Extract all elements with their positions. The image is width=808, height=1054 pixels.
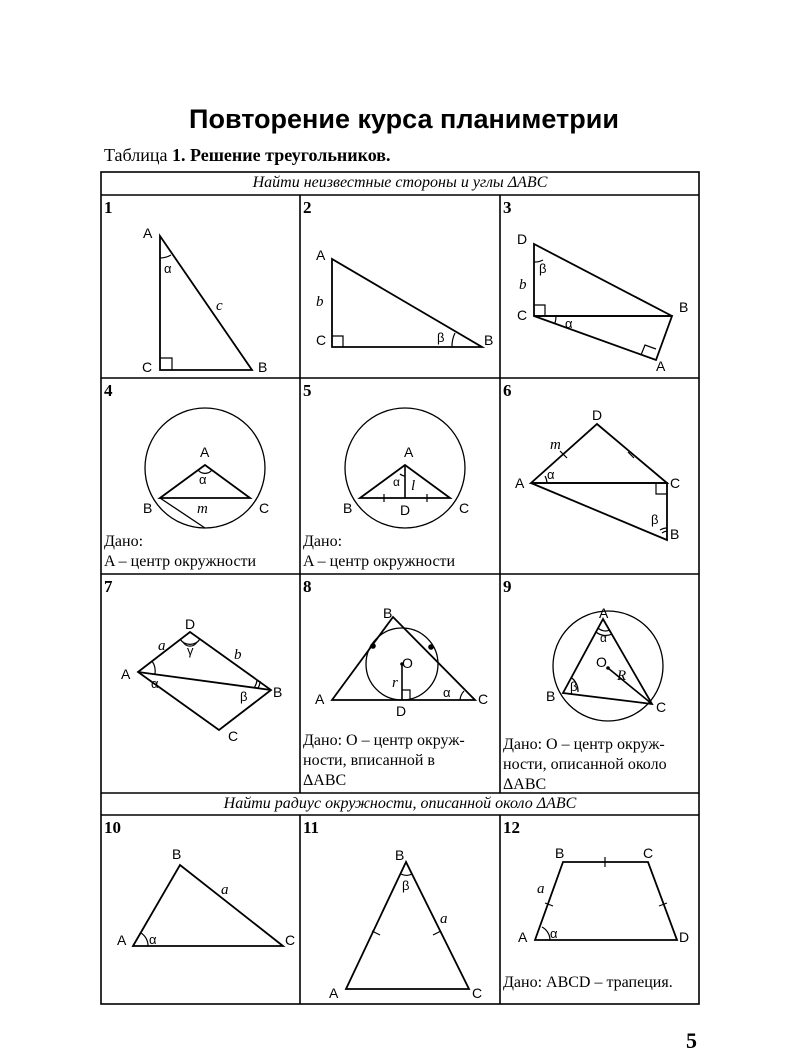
fig8-label-D: D <box>396 703 407 719</box>
fig8-label-r: r <box>392 675 398 691</box>
cell-number-1: 1 <box>104 198 113 217</box>
fig1-label-C: C <box>142 359 153 375</box>
cell-9-given-line-3: ΔABC <box>503 776 547 793</box>
fig3-label-A: A <box>656 358 666 374</box>
fig7-label-beta: β <box>240 689 248 704</box>
fig7-label-C: C <box>228 728 239 744</box>
fig7-label-D: D <box>185 616 196 632</box>
fig12-label-D: D <box>679 929 690 945</box>
fig5-label-D: D <box>400 502 411 518</box>
fig3-label-B: B <box>679 299 689 315</box>
cell-number-9: 9 <box>503 577 512 596</box>
cell-number-8: 8 <box>303 577 312 596</box>
fig7-label-b: b <box>234 647 242 663</box>
fig12-label-B: B <box>555 845 565 861</box>
fig4-label-m: m <box>197 501 208 517</box>
cell-5-given-line-1: Дано: <box>303 533 343 550</box>
fig7-label-B: B <box>273 684 283 700</box>
fig1-label-B: B <box>258 359 268 375</box>
fig1-label-alpha: α <box>164 261 172 276</box>
fig8-label-A: A <box>315 691 325 707</box>
fig11-label-A: A <box>329 985 339 1001</box>
figure-3 <box>534 244 672 360</box>
cell-number-6: 6 <box>503 381 512 400</box>
fig8-label-B: B <box>383 605 393 621</box>
fig8-label-alpha: α <box>443 685 451 700</box>
figure-1 <box>160 236 252 370</box>
cell-9-given <box>503 735 667 795</box>
cell-12-given <box>503 973 673 993</box>
fig11-label-C: C <box>472 985 483 1001</box>
fig1-label-c: c <box>216 298 223 314</box>
fig6-label-C: C <box>670 475 681 491</box>
figure-9 <box>553 611 663 721</box>
cell-8-given-line-2: ности, вписанной в <box>303 752 435 769</box>
fig6-label-m: m <box>550 437 561 453</box>
fig7-label-a: a <box>158 638 166 654</box>
fig2-label-b: b <box>316 294 324 310</box>
fig11-label-a: a <box>440 911 448 927</box>
cell-5-given-line-2: A – центр окружности <box>303 553 456 570</box>
cell-8-given-line-1: Дано: O – центр окруж- <box>303 732 465 749</box>
fig7-label-alpha: α <box>151 676 159 691</box>
fig5-label-C: C <box>459 500 470 516</box>
fig9-label-B: B <box>546 688 556 704</box>
cell-8-given-line-3: ΔABC <box>303 772 347 789</box>
cell-4-given <box>104 532 256 572</box>
fig9-label-A: A <box>599 605 609 621</box>
cell-number-5: 5 <box>303 381 312 400</box>
cell-number-3: 3 <box>503 198 512 217</box>
cell-number-2: 2 <box>303 198 312 217</box>
fig4-label-alpha: α <box>199 472 207 487</box>
cell-8-given <box>303 731 465 791</box>
fig3-label-D: D <box>517 231 528 247</box>
caption-number: 1. <box>171 145 186 165</box>
fig9-label-R: R <box>617 668 627 684</box>
fig5-label-l: l <box>411 478 416 494</box>
fig2-label-C: C <box>316 332 327 348</box>
figure-2 <box>332 259 482 347</box>
table-border <box>101 172 699 1004</box>
fig12-label-a: a <box>537 881 545 897</box>
cell-4-given-line-2: A – центр окружности <box>104 553 257 570</box>
fig10-label-B: B <box>172 846 182 862</box>
fig5-label-alpha: α <box>393 475 400 489</box>
fig8-label-O: O <box>402 655 413 671</box>
fig12-label-alpha: α <box>550 926 558 941</box>
fig6-label-A: A <box>515 475 525 491</box>
fig10-label-C: C <box>285 932 296 948</box>
fig5-label-A: A <box>404 444 414 460</box>
cell-number-12: 12 <box>503 818 520 837</box>
fig7-label-gamma: γ <box>187 643 194 658</box>
cell-number-10: 10 <box>104 818 121 837</box>
caption-name: Решение треугольников. <box>185 145 391 165</box>
cell-9-given-line-2: ности, описанной около <box>503 756 667 773</box>
fig1-label-A: A <box>143 225 153 241</box>
cell-number-11: 11 <box>303 818 320 837</box>
cell-number-7: 7 <box>104 577 113 596</box>
cell-12-given-line-1: Дано: ABCD – трапеция. <box>503 974 673 991</box>
fig9-label-O: O <box>596 654 607 670</box>
fig3-label-b: b <box>519 277 527 293</box>
fig2-label-B: B <box>484 332 494 348</box>
fig6-label-beta: β <box>651 512 659 527</box>
cell-9-given-line-1: Дано: O – центр окруж- <box>503 736 665 753</box>
page-number: 5 <box>686 1028 697 1053</box>
fig3-label-beta: β <box>539 261 547 276</box>
fig8-label-C: C <box>478 691 489 707</box>
fig10-label-A: A <box>117 932 127 948</box>
fig4-label-A: A <box>200 444 210 460</box>
fig3-label-C: C <box>517 307 528 323</box>
fig9-label-alpha: α <box>600 631 607 645</box>
fig4-label-B: B <box>143 500 153 516</box>
fig5-label-B: B <box>343 500 353 516</box>
page-title: Повторение курса планиметрии <box>189 104 619 134</box>
section-header-sides-angles: Найти неизвестные стороны и углы ΔABC <box>252 174 548 191</box>
fig11-label-beta: β <box>402 878 410 893</box>
fig9-label-C: C <box>656 699 667 715</box>
fig10-label-alpha: α <box>149 932 157 947</box>
fig3-label-alpha: α <box>565 316 573 331</box>
fig4-label-C: C <box>259 500 270 516</box>
fig12-label-A: A <box>518 929 528 945</box>
caption-prefix: Таблица <box>104 145 172 165</box>
fig11-label-B: B <box>395 847 405 863</box>
fig10-label-a: a <box>221 882 229 898</box>
fig9-label-beta: β <box>570 679 578 694</box>
fig6-label-B: B <box>670 526 680 542</box>
cell-4-given-line-1: Дано: <box>104 533 144 550</box>
cell-5-given <box>303 532 455 572</box>
fig7-label-A: A <box>121 666 131 682</box>
fig2-label-A: A <box>316 247 326 263</box>
section-header-circumradius: Найти радиус окружности, описанной около ΔABC <box>223 795 577 812</box>
fig6-label-D: D <box>592 407 603 423</box>
fig12-label-C: C <box>643 845 654 861</box>
fig2-label-beta: β <box>437 330 445 345</box>
fig6-label-alpha: α <box>547 467 555 482</box>
cell-number-4: 4 <box>104 381 113 400</box>
